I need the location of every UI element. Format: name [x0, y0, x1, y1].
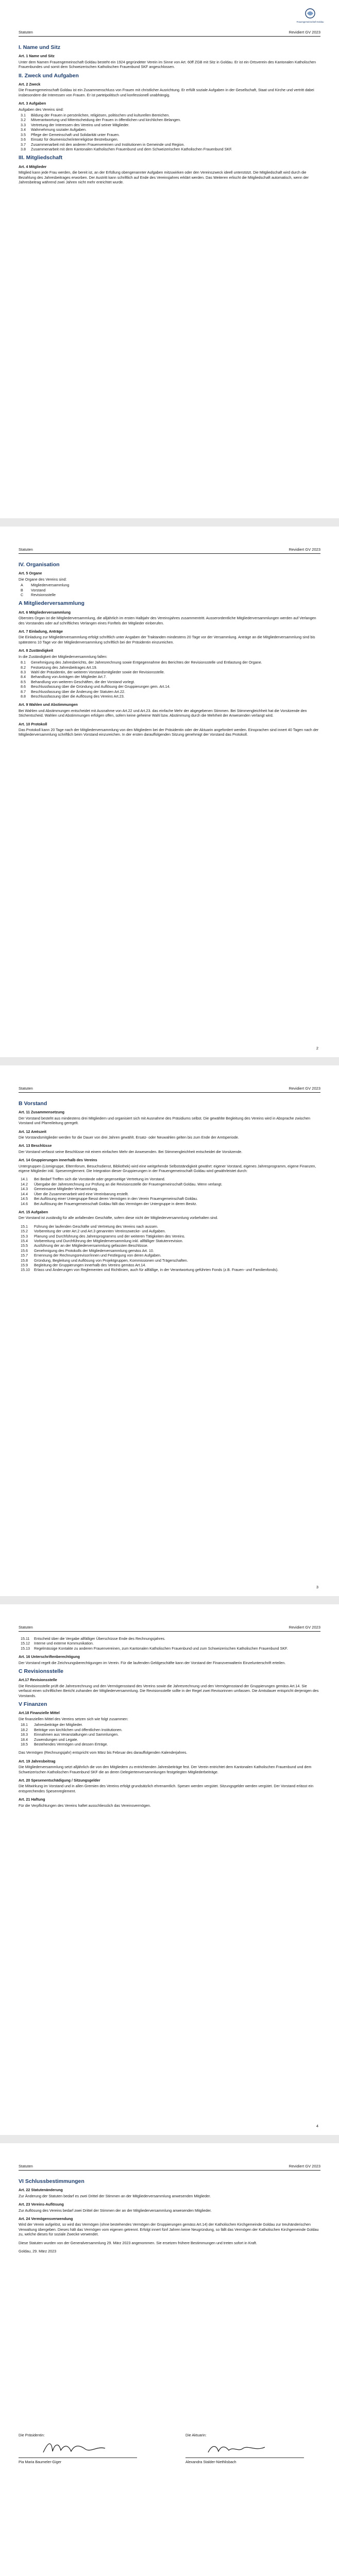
list-item-text: Ernennung der Rechnungsrevisor/innen und Festlegung von deren Aufgaben.	[34, 1253, 161, 1258]
list-item	[19, 1253, 320, 1258]
list-item-number: 18.1	[21, 1722, 28, 1727]
list-item	[19, 674, 320, 679]
numbered-list	[19, 1722, 320, 1747]
list-item-number: 3.2	[21, 117, 26, 123]
header-revision: Revidiert GV 2023	[289, 1625, 320, 1630]
intro-text: Die finanziellen Mittel des Vereins setzen sich wie folgt zusammen:	[19, 1716, 128, 1721]
header-revision: Revidiert GV 2023	[289, 30, 320, 35]
list-item-number: 3.3	[21, 122, 26, 127]
article-paragraph: Die Vorstandsmitglieder werden für die Dauer von drei Jahren gewählt. Ersatz- oder Neuwahlen gelten bis zum Ende der Amtsperiode.	[19, 1135, 239, 1140]
list-item-text: Planung und Durchführung des Jahresprogramms und der weiteren Tätigkeiten des Vereins.	[34, 1233, 185, 1239]
page-number: 4	[316, 2124, 318, 2128]
section-heading: VI Schlussbestimmungen	[19, 2178, 84, 2184]
list-item	[19, 142, 320, 147]
list-item-number: C	[21, 592, 24, 598]
page-gap	[0, 1596, 339, 1604]
list-item	[19, 583, 320, 587]
intro-text: Aufgaben des Vereins sind:	[19, 107, 64, 112]
list-item	[19, 1646, 320, 1651]
article-heading: Art. 12 Amtszeit	[19, 1129, 47, 1134]
list-item-text: Vorstand	[31, 587, 46, 592]
numbered-list	[19, 113, 320, 151]
list-item-text: Bestehendes Vermögen und dessen Erträge.	[34, 1741, 108, 1747]
article-heading: Art.18 Finanzielle Mittel	[19, 1710, 60, 1716]
list-item-number: 8.1	[21, 660, 26, 665]
signature-role-left: Die Präsidentin:	[19, 2433, 45, 2437]
article-heading: Art.17 Revisionsstelle	[19, 1677, 57, 1683]
intro-text: In die Zuständigkeit der Mitgliederversammlung fallen:	[19, 654, 108, 659]
list-item	[19, 1248, 320, 1253]
list-item-text: Beiträge von kirchlichen und öffentlichen Institutionen.	[34, 1727, 123, 1732]
header-title: Statuten	[19, 1086, 33, 1091]
signature-right-handwriting	[206, 2441, 268, 2459]
list-item	[19, 1239, 320, 1243]
list-item	[19, 147, 320, 151]
list-item	[19, 1243, 320, 1248]
list-item-number: 14.1	[21, 1177, 28, 1182]
list-item-text: Vertretung der Interessen des Vereins und seiner Mitglieder.	[31, 122, 129, 127]
list-item-number: 3.7	[21, 142, 26, 147]
list-item-number: 15.3	[21, 1233, 28, 1239]
list-item-number: 3.4	[21, 127, 26, 132]
list-item-number: 15.2	[21, 1229, 28, 1234]
list-item	[19, 1263, 320, 1267]
signature-role-right: Die Aktuarin:	[185, 2433, 207, 2437]
list-item-text: Bildung der Frauen in persönlichen, religiösen, politischen und kulturellen Bereichen.	[31, 113, 170, 118]
article-paragraph: Untergruppen (Lismigruppe, Elternforum, Besuchsdienst, Bibliothek) wird eine weitgehende Selbstständigkeit gewährt: eigener Vorstand, eigenes Jahresprogramm, eigene Finanzen, eigene Mitglieder inkl. Spesenreglement. Die Integration dieser Gruppierungen in der Frauengemeinschaft Goldau wird gewährleistet durch:	[19, 1163, 316, 1174]
list-item-number: 15.5	[21, 1243, 28, 1248]
list-item-number: A	[21, 583, 23, 588]
article-paragraph: Der Vorstand regelt die Zeichnungsberechtigungen im Verein. Für die laufenden Geldgeschäfte kann der Vorstand der Finanzverwalterin Einzelunterschrift erteilen.	[19, 1660, 286, 1665]
list-item-text: Ausführung der an der Mitgliederversammlung gefassten Beschlüsse.	[34, 1243, 148, 1248]
page-gap	[0, 518, 339, 527]
page-body-2	[19, 558, 320, 741]
list-item-number: 15.6	[21, 1248, 28, 1253]
list-item-number: B	[21, 587, 23, 592]
list-item-text: Behandlung von Anträgen der Mitglieder Art.7.	[31, 674, 107, 680]
list-item-text: Einsatz für ökumenische/interreligiöse Bestrebungen.	[31, 137, 118, 142]
article-paragraph: Oberstes Organ ist die Mitgliederversammlung, die alljährlich im ersten Halbjahr des Vereinsjahres zusammentritt. Ausserordentliche Mitgliederversammlungen werden auf Verlangen des Vorstandes oder auf schriftliches Verlangen eines Fünftels der Mitglieder einberufen.	[19, 616, 316, 625]
numbered-list	[19, 583, 320, 597]
section-heading: I. Name und Sitz	[19, 44, 61, 50]
list-item-number: 8.3	[21, 669, 26, 674]
list-item-text: Bei Auflösung einer Untergruppe fliesst deren Vermögen in den Verein Frauengemeinschaft Goldau.	[34, 1196, 198, 1201]
list-item-text: Vorbereitung der unter Art.2 und Art.3 genannten Vereinszwecke- und Aufgaben.	[34, 1229, 166, 1234]
list-item-text: Interne und externe Kommunikation.	[34, 1641, 94, 1646]
article-heading: Art. 9 Wahlen und Abstimmungen	[19, 702, 78, 707]
list-item-text: Zusammenarbeit mit dem Kantonalen Katholischen Frauenbund und dem Schweizerischen Katholischen Frauenbund SKF.	[31, 146, 232, 151]
article-heading: Art. 7 Einladung, Anträge	[19, 629, 63, 634]
list-item	[19, 1722, 320, 1727]
list-item-text: Genehmigung des Protokolls der Mitgliederversammlung gemäss Art. 10.	[34, 1248, 154, 1253]
list-item-number: 15.12	[21, 1641, 30, 1646]
page-body-1	[19, 41, 320, 188]
list-item	[19, 1742, 320, 1747]
intro-text: Goldau, 29. März 2023	[19, 2249, 57, 2254]
list-item	[19, 665, 320, 670]
list-item-number: 3.6	[21, 137, 26, 142]
article-paragraph: Der Vorstand ist zuständig für alle anfallenden Geschäfte, sofern diese nicht der Mitgliederversammlung vorbehalten sind.	[19, 1215, 218, 1221]
list-item-number: 8.2	[21, 665, 26, 670]
svg-text:Frauengemeinschaft Goldau: Frauengemeinschaft Goldau	[296, 21, 324, 23]
article-paragraph: Die Frauengemeinschaft Goldau ist ein Zusammenschluss von Frauen mit christlicher Ausrichtung. Er erfüllt soziale Aufgaben in der Gesellschaft, Staat und Kirche und vertritt dabei insbesondere die Interessen von Frauen. Er ist parteipolitisch und konfessionell unabhängig.	[19, 88, 314, 97]
article-heading: Art. 15 Aufgaben	[19, 1209, 48, 1214]
list-item	[19, 1732, 320, 1737]
list-item-text: Wahl der Präsidentin, der weiteren Vorstandsmitglieder sowie der Revisionsstelle.	[31, 669, 165, 674]
article-heading: Art. 24 Vermögensverwendung	[19, 2216, 73, 2222]
list-item-text: Festsetzung des Jahresbeitrages Art.19.	[31, 665, 97, 670]
numbered-list	[19, 1636, 320, 1651]
list-item-text: Begleitung der Gruppierungen innerhalb des Vereins gemäss Art.14.	[34, 1262, 146, 1267]
list-item-number: 3.1	[21, 113, 26, 118]
page-body-4	[19, 1636, 320, 1811]
list-item	[19, 137, 320, 142]
list-item-text: Über die Zusammenarbeit wird eine Vereinbarung erstellt.	[34, 1191, 129, 1196]
list-item	[19, 1192, 320, 1196]
article-paragraph: Zur Auflösung des Vereins bedarf zwei Drittel der Stimmen der an der Mitgliederversammlung anwesenden Mitglieder.	[19, 2208, 212, 2213]
numbered-list	[19, 1177, 320, 1206]
list-item-number: 18.5	[21, 1741, 28, 1747]
list-item	[19, 1737, 320, 1742]
list-item-text: Wahrnehmung sozialer Aufgaben.	[31, 127, 87, 132]
article-heading: Art. 14 Gruppierungen innerhalb des Vereins	[19, 1158, 97, 1163]
list-item-text: Behandlung von weiteren Geschäften, die der Vorstand vorlegt.	[31, 679, 135, 684]
list-item-text: Führung der laufenden Geschäfte und Vertretung des Vereins nach aussen.	[34, 1224, 158, 1229]
list-item-text: Vorbereitung und Durchführung der Mitgliederversammlung inkl. allfälliger Statutenrevision.	[34, 1238, 183, 1243]
list-item-number: 15.10	[21, 1267, 30, 1273]
header-title: Statuten	[19, 2164, 33, 2168]
section-heading: A Mitgliederversammlung	[19, 600, 84, 607]
list-item-number: 14.2	[21, 1181, 28, 1187]
article-heading: Art. 19 Jahresbeitrag	[19, 1758, 56, 1764]
page-header	[19, 29, 320, 37]
article-paragraph: Für die Verpflichtungen des Vereins haftet ausschliesslich das Vereinsvermögen.	[19, 1803, 151, 1808]
list-item-number: 8.8	[21, 693, 26, 699]
article-paragraph: Bei Wahlen und Abstimmungen entscheidet mit Ausnahme von Art.22 und Art.23. das einfache Mehr der abgegebenen Stimmen. Bei Stimmengleichheit hat die Vorsitzende den Stichentscheid. Wahlen und Abstimmungen erfolgen offen, sofern keine geheime Wahl bzw. Abstimmung durch die Mehrheit der Anwesenden verlangt wird.	[19, 708, 307, 718]
list-item-number: 15.13	[21, 1646, 30, 1651]
list-item	[19, 117, 320, 122]
article-heading: Art. 23 Vereins-Auflösung	[19, 2202, 64, 2207]
list-item	[19, 1187, 320, 1191]
list-item-text: Genehmigung des Jahresberichts, der Jahresrechnung sowie Entgegennahme des Berichtes der Revisionsstelle und Entlastung der Organe.	[31, 660, 262, 665]
article-paragraph: Wird der Verein aufgelöst, so wird das Vermögen (ohne bestehendes Vermögen der Gruppierungen gemäss Art.14) der Katholischen Kirchgemeinde Goldau zur treuhänderischen Verwaltung übergeben. Dieses hält das Vermögen vom eigenen getrennt. Erfolgt innert fünf Jahren keine Neugründung, so fällt das Vermögen der Katholischen Kirchgemeinde Goldau zu, welche dieses für soziale Zwecke verwendet.	[19, 2222, 319, 2237]
list-item-text: Beschlussfassung über die Änderung der Statuten Art.22.	[31, 689, 125, 694]
list-item	[19, 1229, 320, 1233]
article-paragraph: Mitglied kann jede Frau werden, die bereit ist, an der Erfüllung obengenannter Aufgaben mitzuwirken oder den Vereinszweck ideell unterstützt. Die Mitgliedschaft wird durch die Bezahlung des Jahresbeitrages erworben. Der Austritt kann schriftlich auf Ende des Vereinsjahres erklärt werden. Das Weiteren erlischt die Mitgliedschaft automatisch, wenn der Jahresbeitrag während zwei Jahren nicht mehr entrichtet wurde.	[19, 170, 309, 184]
list-item-number: 3.5	[21, 132, 26, 137]
list-item	[19, 1196, 320, 1201]
list-item-text: Bei Auflösung der Frauengemeinschaft Goldau fällt das Vermögen der Untergruppe in deren Besitz.	[34, 1201, 197, 1206]
list-item	[19, 684, 320, 689]
article-paragraph: Der Vorstand verfasst seine Beschlüsse mit einem einfachen Mehr der Anwesenden. Bei Stimmengleichheit entscheidet die Vorsitzende.	[19, 1149, 243, 1154]
article-paragraph: Unter dem Namen Frauengemeinschaft Goldau besteht ein 1924 gegründeter Verein im Sinne von Art. 60ff ZGB mit Sitz in Goldau. Er ist ein Ortsverein des Kantonalen Katholischen Frauenbundes und somit dem Schweizerischen Katholischen Frauenbund SKF angeschlossen.	[19, 59, 316, 70]
list-item-text: Entscheid über die Vergabe allfälliger Überschüsse Ende des Rechnungsjahres.	[34, 1636, 165, 1641]
signature-name-right: Alexandra Stalder-Niethlisbach	[185, 2460, 236, 2464]
list-item-text: Erlass und Änderungen von Reglementen und Richtlinien, auch für allfällige, in der Verantwortung geführten Fonds (z.B. Frauen- und Familienfonds).	[34, 1267, 279, 1273]
list-item-number: 8.7	[21, 689, 26, 694]
list-item	[19, 1267, 320, 1272]
header-revision: Revidiert GV 2023	[289, 2164, 320, 2168]
intro-text: Die Organe des Vereins sind:	[19, 577, 67, 582]
list-item-number: 15.8	[21, 1258, 28, 1263]
list-item	[19, 1201, 320, 1206]
section-heading: III. Mitgliedschaft	[19, 155, 63, 161]
list-item	[19, 592, 320, 597]
list-item-number: 14.5	[21, 1196, 28, 1201]
list-item	[19, 113, 320, 117]
list-item	[19, 680, 320, 684]
list-item-number: 14.3	[21, 1187, 28, 1192]
list-item-number: 8.6	[21, 684, 26, 689]
article-heading: Art. 3 Aufgaben	[19, 101, 46, 106]
header-title: Statuten	[19, 547, 33, 552]
list-item-text: Bei Bedarf Treffen sich die Vorstände oder gegenseitige Vertretung im Vorstand.	[34, 1177, 165, 1182]
list-item-text: Beschlussfassung über die Gründung und Auflösung der Gruppierungen gem. Art.14.	[31, 684, 171, 689]
list-item-number: 14.6	[21, 1201, 28, 1206]
list-item-text: Gemeinsame Mitglieder-Versammlung.	[34, 1187, 98, 1192]
article-paragraph: Die Einladung zur Mitgliederversammlung erfolgt schriftlich unter Angaben der Traktanden mindestens 20 Tage vor der Versammlung. Anträge an die Mitgliederversammlung sind bis spätestens 10 Tage vor der Mitgliederversammlung schriftlich bei der Präsidentin einzureichen.	[19, 635, 315, 645]
header-title: Statuten	[19, 1625, 33, 1630]
list-item-number: 15.1	[21, 1224, 28, 1229]
page-number: 3	[316, 1585, 318, 1589]
article-heading: Art. 21 Haftung	[19, 1797, 45, 1802]
list-item-number: 15.4	[21, 1238, 28, 1243]
article-heading: Art. 5 Organe	[19, 571, 42, 576]
signature-left-handwriting	[41, 2439, 108, 2459]
article-heading: Art. 8 Zuständigkeit	[19, 648, 54, 653]
section-heading: C Revisionsstelle	[19, 1668, 63, 1675]
list-item-number: 3.8	[21, 146, 26, 151]
article-paragraph: Die Mitwirkung im Vorstand und in allen Gremien des Vereins erfolgt grundsätzlich ehrenamtlich. Spesen werden vergütet. Sitzungsgelder werden vergütet. Der Vorstand erlässt ein entsprechendes Spesenreglement.	[19, 1784, 314, 1793]
list-item-text: Zuwendungen und Legate.	[34, 1737, 78, 1742]
article-paragraph: Das Vermögen (Rechnungsjahr) entspricht vom März bis Februar des darauffolgenden Kalenderjahres.	[19, 1750, 188, 1755]
header-revision: Revidiert GV 2023	[289, 547, 320, 552]
list-item-text: Beschlussfassung über die Auflösung des Vereins Art.23.	[31, 693, 125, 699]
article-heading: Art. 11 Zusammensetzung	[19, 1110, 65, 1115]
list-item	[19, 694, 320, 699]
page-gap	[0, 2135, 339, 2143]
list-item	[19, 588, 320, 592]
article-paragraph: Die Mitgliederversammlung setzt alljährlich die von den Mitgliedern zu entrichtenden Jahresbeiträge fest. Der Verein entrichtet dem Kantonalen Katholischen Frauenbund und dem Schweizerischen Katholischen Frauenbund SKF die an deren Delegiertenversammlungen festgelegten Mitgliederbeiträge.	[19, 1765, 312, 1774]
section-heading: IV. Organisation	[19, 562, 60, 568]
signature-name-left: Pia Maria Baumeler-Giger	[19, 2460, 62, 2464]
frauengemeinschaft-logo	[296, 7, 324, 26]
page-header	[19, 1085, 320, 1093]
list-item	[19, 1727, 320, 1732]
list-item	[19, 1258, 320, 1263]
list-item-text: Revisionsstelle	[31, 592, 56, 598]
list-item	[19, 660, 320, 665]
page-number: 2	[316, 1046, 318, 1050]
list-item-number: 8.4	[21, 674, 26, 680]
article-heading: Art. 2 Zweck	[19, 82, 41, 87]
article-paragraph: Das Protokoll kann 20 Tage nach der Mitgliederversammlung von den Mitgliedern bei der Präsidentin oder der Aktuarin angefordert werden. Einsprachen sind innert 40 Tagen nach der Mitgliederversammlung schriftlich beim Vorstand einzureichen. In der ersten darauffolgenden Sitzung genehmigt der Vorstand das Protokoll.	[19, 727, 319, 737]
page-header	[19, 546, 320, 554]
list-item	[19, 1641, 320, 1646]
list-item	[19, 1234, 320, 1239]
article-heading: Art. 16 Unterschriftenberechtigung	[19, 1654, 80, 1659]
list-item	[19, 670, 320, 674]
section-heading: II. Zweck und Aufgaben	[19, 72, 79, 79]
list-item	[19, 1636, 320, 1641]
header-title: Statuten	[19, 30, 33, 35]
list-item-text: Einnahmen aus Veranstaltungen und Sammlungen.	[34, 1732, 119, 1737]
list-item-number: 18.4	[21, 1737, 28, 1742]
section-heading: B Vorstand	[19, 1100, 47, 1107]
list-item	[19, 1177, 320, 1181]
article-heading: Art. 10 Protokoll	[19, 721, 47, 726]
list-item-text: Regelmässige Kontakte zu anderen Frauenvereinen, zum Kantonalen Katholischen Frauenbund und zum Schweizerischen Katholischen Frauenbund SKF.	[34, 1646, 288, 1651]
article-heading: Art. 22 Statutenänderung	[19, 2188, 63, 2193]
article-paragraph: Diese Statuten wurden von der Generalversammlung 29. März 2023 angenommen. Sie ersetzen frühere Bestimmungen und treten sofort in Kraft.	[19, 2240, 258, 2245]
page-body-3	[19, 1097, 320, 1276]
list-item-number: 14.4	[21, 1191, 28, 1196]
article-paragraph: Der Vorstand besteht aus mindestens drei Mitgliedern und organisiert sich mit Ausnahme des Präsidiums selbst. Die gewählte Begleitung des Vereins wird in Absprache zwischen Vorstand und Pfarreileitung geregelt.	[19, 1115, 311, 1126]
list-item	[19, 1182, 320, 1187]
article-heading: Art. 6 Mitgliederversammlung	[19, 609, 71, 615]
list-item-text: Jahresbeiträge der Mitglieder.	[34, 1722, 83, 1727]
article-paragraph: Die Revisionsstelle prüft die Jahresrechnung und den Vermögensstand des Vereins sowie die Jahresrechnung und den Vermögensstand der Gruppierungen gemäss Art.14. Sie verfasst einen schriftlichen Bericht zuhanden der Mitgliederversammlung. Die Revisionsstelle sollte in der Regel zwei Revisorinnen umfassen. Die Amtsdauer entspricht derjenigen des Vorstands.	[19, 1683, 319, 1698]
page-body-5	[19, 2175, 320, 2255]
list-item-number: 8.5	[21, 679, 26, 684]
list-item-number: 18.2	[21, 1727, 28, 1732]
list-item-text: Zusammenarbeit mit den anderen Frauenvereinen und Institutionen in Gemeinde und Region.	[31, 142, 185, 147]
page-gap	[0, 1057, 339, 1065]
list-item-text: Pflege der Gemeinschaft und Solidarität unter Frauen.	[31, 132, 120, 137]
list-item	[19, 123, 320, 127]
list-item-text: Übergabe der Jahresrechnung zur Prüfung an die Revisionsstelle der Frauengemeinschaft Goldau. Wenn verlangt.	[34, 1181, 223, 1187]
list-item-text: Gründung, Begleitung und Auflösung von Projektgruppen, Kommissionen und Trägerschaften.	[34, 1258, 188, 1263]
article-heading: Art. 20 Spesenentschädigung / Sitzungsgelder	[19, 1777, 100, 1783]
article-heading: Art. 4 Mitglieder	[19, 164, 47, 169]
numbered-list	[19, 660, 320, 699]
list-item-text: Mitverantwortung und Mitentscheidung der Frauen in öffentlichen und kirchlichen Belangen.	[31, 117, 181, 123]
list-item	[19, 127, 320, 132]
article-heading: Art. 13 Beschlüsse	[19, 1143, 52, 1148]
page-header	[19, 1624, 320, 1632]
header-revision: Revidiert GV 2023	[289, 1086, 320, 1091]
numbered-list	[19, 1224, 320, 1273]
article-heading: Art. 1 Name und Sitz	[19, 54, 55, 59]
section-heading: V Finanzen	[19, 1701, 47, 1708]
list-item-number: 18.3	[21, 1732, 28, 1737]
list-item-number: 15.7	[21, 1253, 28, 1258]
list-item-number: 15.9	[21, 1262, 28, 1267]
list-item	[19, 132, 320, 137]
list-item	[19, 689, 320, 694]
page-header	[19, 2163, 320, 2171]
article-paragraph: Zur Änderung der Statuten bedarf es zwei Drittel der Stimmen an der Mitgliederversammlung anwesenden Mitglieder.	[19, 2193, 211, 2198]
list-item-number: 15.11	[21, 1636, 30, 1641]
list-item-text: Mitgliederversammlung	[31, 583, 70, 588]
list-item	[19, 1224, 320, 1229]
